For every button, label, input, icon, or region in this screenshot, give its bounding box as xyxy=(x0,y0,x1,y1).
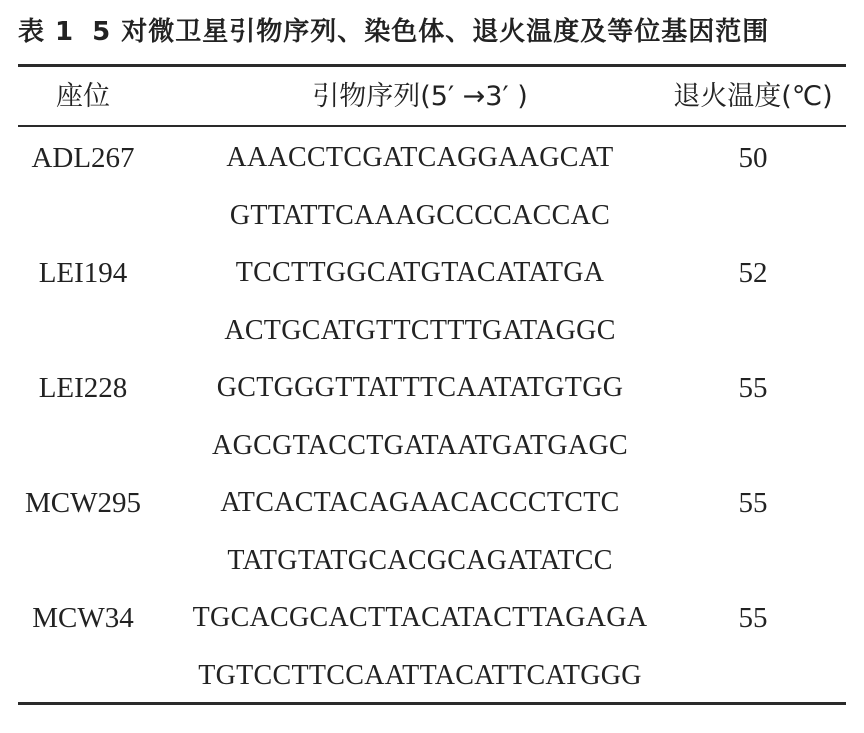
primer-sequence-cell: GCTGGGTTATTTCAATATGTGG xyxy=(216,372,624,403)
table-row xyxy=(0,360,864,418)
table-row xyxy=(0,418,864,476)
primer-sequence-cell: TGCACGCACTTACATACTTAGAGA xyxy=(192,602,648,633)
table-bottom-rule xyxy=(18,702,846,705)
primer-sequence-cell: TATGTATGCACGCAGATATCC xyxy=(227,544,613,576)
primer-sequence-cell: TGTCCTTCCAATTACATTCATGGG xyxy=(198,659,642,691)
table-row xyxy=(0,303,864,361)
locus-cell: LEI194 xyxy=(38,257,128,289)
primer-sequence-cell: AGCGTACCTGATAATGATGAGC xyxy=(212,429,628,461)
locus-cell: MCW34 xyxy=(32,602,134,634)
table-row xyxy=(0,188,864,246)
table-body xyxy=(0,130,864,705)
table-row xyxy=(0,648,864,706)
table-title: 5 对微卫星引物序列、染色体、退火温度及等位基因范围 xyxy=(92,17,770,47)
locus-cell: LEI228 xyxy=(38,372,128,404)
table-number: 表 1 xyxy=(18,17,75,47)
header-annealing-temperature: 退火温度(℃) xyxy=(673,81,833,112)
temperature-cell: 50 xyxy=(738,142,768,174)
table-row xyxy=(0,590,864,648)
temperature-cell: 55 xyxy=(738,487,768,519)
temperature-cell: 55 xyxy=(738,372,768,404)
header-primer-sequence: 引物序列(5′ →3′ ) xyxy=(312,81,528,112)
primer-sequence-cell: TCCTTGGCATGTACATATGA xyxy=(235,257,605,288)
primer-sequence-cell: ATCACTACAGAACACCCTCTC xyxy=(220,487,620,518)
primer-sequence-cell: AAACCTCGATCAGGAAGCAT xyxy=(226,142,614,173)
locus-cell: ADL267 xyxy=(31,142,135,174)
table-caption xyxy=(18,12,848,52)
table-row xyxy=(0,130,864,188)
primer-sequence-cell: ACTGCATGTTCTTTGATAGGC xyxy=(224,314,616,346)
primer-sequence-cell: GTTATTCAAAGCCCCACCAC xyxy=(229,199,611,231)
temperature-cell: 55 xyxy=(738,602,768,634)
table-row xyxy=(0,475,864,533)
table-row xyxy=(0,533,864,591)
table-header-row xyxy=(0,72,864,122)
table-header-rule xyxy=(18,125,846,127)
temperature-cell: 52 xyxy=(738,257,768,289)
table-top-rule xyxy=(18,64,846,67)
locus-cell: MCW295 xyxy=(25,487,141,519)
table-row xyxy=(0,245,864,303)
header-locus: 座位 xyxy=(56,81,110,112)
